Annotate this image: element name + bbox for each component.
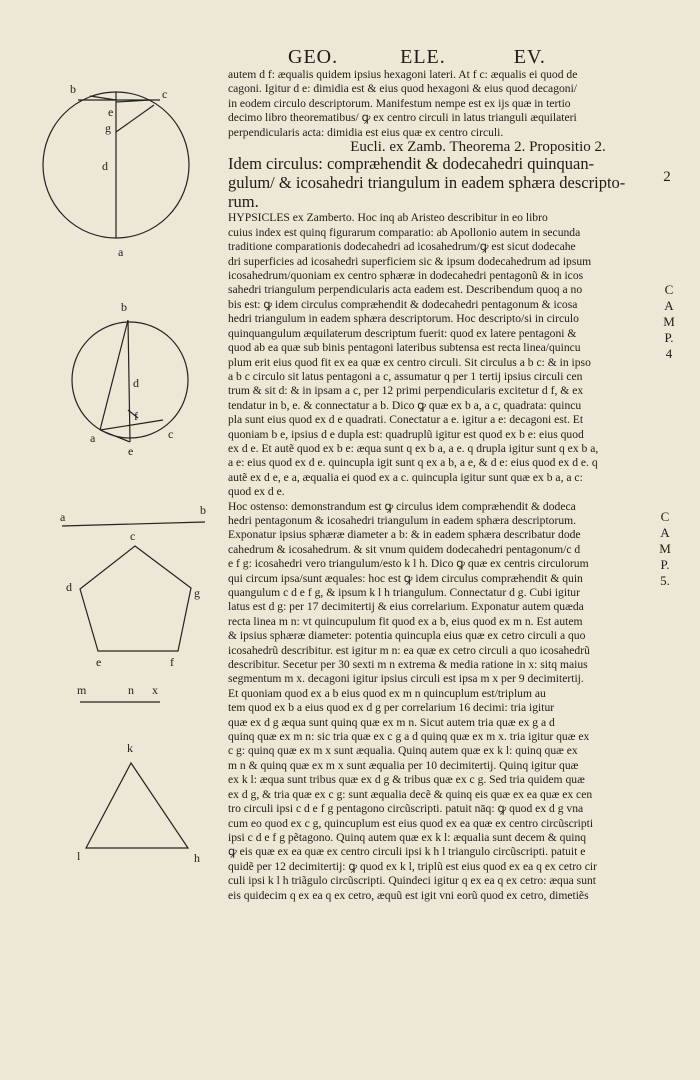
fig1-label: c bbox=[162, 87, 168, 101]
text-line: ꝙ eis quæ ex ea quæ ex centro circuli ipsi k h l triangulo circũscripti. patuit e bbox=[228, 845, 586, 859]
text-line: quidẽ per 12 decimitertij: ꝙ quod ex k l, triplũ est eius quod ex ea q ex cetro cir bbox=[228, 859, 597, 873]
fig2-label: b bbox=[121, 300, 127, 314]
text-line: hedri pentagonum & icosahedri triangulum in eadem sphæra descriptorum. bbox=[228, 513, 577, 527]
figure-3-line-ab bbox=[62, 522, 205, 526]
text-line: quod ex d e. bbox=[228, 485, 285, 499]
margin-letter: A bbox=[660, 525, 670, 540]
fig3-label: m bbox=[77, 683, 87, 697]
margin-letter: A bbox=[664, 298, 674, 313]
text-line: tro circuli ipsi c d e f g pentagono circũscripti. patuit nāq: ꝙ quod ex d g vna bbox=[228, 802, 584, 816]
proposition-line: gulum/ & icosahedri triangulum in eadem sphæra descripto- bbox=[228, 173, 626, 193]
text-line: hedri triangulum in eadem sphæra descriptorum. Hoc descripto/si in circulo bbox=[228, 312, 579, 326]
fig2-label: d bbox=[133, 376, 139, 390]
fig2-label: c bbox=[168, 427, 174, 441]
text-line: bis est: ꝙ idem circulus compræhendit & dodecahedri pentagonum & icosa bbox=[228, 297, 578, 311]
text-line: cuius index est quinq figurarum comparatio: ab Apollonio autem in secunda bbox=[228, 225, 581, 239]
text-line: segmentum m x. decagoni igitur ipsius circuli est ipsa m x per 9 decimitertij. bbox=[228, 672, 584, 686]
margin-letter: C bbox=[664, 282, 674, 297]
text-line: cahedrum & icosahedrum. & sit vnum quidem dodecahedri pentagonum/c d bbox=[228, 542, 581, 556]
running-header bbox=[288, 46, 546, 69]
text-line: tendatur in b, e. & connectatur a b. Dico ꝙ quæ ex b a, a c, quadrata: quincu bbox=[228, 398, 582, 412]
fig1-label: a bbox=[118, 245, 124, 259]
text-line: autẽ ex d e, e a, æqualia ei quod ex a c. quincupla igitur sunt quæ ex b a, a c: bbox=[228, 470, 583, 484]
text-line: sahedri triangulum perpendicularis acta eadem est. Describendum quoq a no bbox=[228, 283, 583, 297]
text-line: & ipsius sphæræ diameter: potentia quincupla eius quæ ex cetro circuli a quo bbox=[228, 629, 586, 643]
text-line: cagoni. Igitur d e: dimidia est & eius quod hexagoni & eius quod decagoni/ bbox=[228, 82, 578, 96]
margin-letter: P. bbox=[660, 557, 670, 572]
text-line: Et quoniam quod ex a b eius quod ex m n quincuplum est/triplum au bbox=[228, 686, 546, 700]
figure-4-triangle bbox=[86, 763, 188, 848]
text-column bbox=[228, 68, 658, 903]
text-line: m n & quinq quæ ex m x sunt æqualia per 10 decimitertij. Quinq igitur quæ bbox=[228, 758, 579, 772]
fig3-label: n bbox=[128, 683, 134, 697]
fig4-label: l bbox=[77, 849, 81, 863]
fig3-label: b bbox=[200, 503, 206, 517]
fig3-label: x bbox=[152, 683, 158, 697]
text-line: traditione comparationis dodecahedri ad icosahedrum/ꝙ est sicut dodecahe bbox=[228, 240, 576, 254]
intro-paragraph bbox=[228, 68, 658, 140]
fig2-label: e bbox=[128, 444, 134, 458]
text-line: latus est d g: per 17 decimitertij & eius correlarium. Exponatur autem quæda bbox=[228, 600, 584, 614]
text-line: culi ipsi k l h triãgulo circũscripti. Quindeci igitur q ex ea q ex cetro: æqua sunt bbox=[228, 874, 597, 888]
text-line: ex d e. Et autẽ quod ex b e: æqua sunt q ex b a, a e. q drupla igitur sunt q ex b a, bbox=[228, 441, 599, 455]
text-line: ipsi c d e f g pẽtagono. Quinq autem quæ ex k l: æqualia sunt decem & quinq bbox=[228, 830, 587, 844]
text-line: qui circum ipsa/sunt æquales: hoc est ꝙ idem circulus compræhendit & quin bbox=[228, 571, 583, 585]
text-line: decimo libro theorematibus/ ꝙ ex centro circuli in latus trianguli æquilateri bbox=[228, 111, 577, 125]
text-line: Hoc ostenso: demonstrandum est ꝙ circulus idem compræhendit & dodeca bbox=[228, 499, 576, 513]
margin-letter: M bbox=[659, 541, 671, 556]
figure-3-pentagon bbox=[80, 546, 191, 651]
text-line: icosahedrũ describitur. est igitur m n: ea quæ ex cetro circuli a quo icosahedrũ bbox=[228, 643, 590, 657]
text-line: quangulum c d e f g, & ipsum k l h triangulum. Connectatur d g. Cubi igitur bbox=[228, 586, 580, 599]
proposition-statement bbox=[228, 154, 658, 211]
text-line: quod ab ea quæ sub binis pentagoni lateribus subtensa est recta linea/quincu bbox=[228, 341, 581, 355]
fig4-label: k bbox=[127, 741, 133, 755]
text-line: icosahedrum/quoniam ex centro sphæræ in dodecahedri pentagonũ & in icos bbox=[228, 269, 584, 283]
fig1-label: d bbox=[102, 159, 108, 173]
text-line: a e: eius quod ex d e. quincupla igit sunt q ex a b, a e, & d e: eius quod ex d e. q bbox=[228, 456, 598, 470]
fig1-label: g bbox=[105, 121, 111, 135]
fig2-label: a bbox=[90, 431, 96, 445]
margin-letter: M bbox=[663, 314, 675, 329]
text-line: pla sunt eius quod ex d e quadrati. Conectatur a e. igitur a e: decagoni est. Et bbox=[228, 413, 584, 427]
fig3-label: c bbox=[130, 529, 136, 543]
text-line: a b c circulo sit latus pentagoni a c, assumatur q per 1 tertij ipsius circuli cen bbox=[228, 369, 583, 383]
margin-letter: 4 bbox=[665, 346, 673, 361]
fig1-label: e bbox=[108, 105, 114, 119]
text-line: dri superficies ad icosahedri superficiem sic & ipsum dodecahedrum ad ipsum bbox=[228, 254, 592, 268]
text-line: autem d f: æqualis quidem ipsius hexagoni lateri. At f c: æqualis ei quod de bbox=[228, 68, 578, 81]
text-line: quæ ex d g æqua sunt quinq quæ ex m n. Sicut autem tria quæ ex g a d bbox=[228, 715, 555, 729]
figure-2-circle bbox=[72, 320, 188, 442]
text-line: plum erit eius quod fit ex ea quæ ex centro circuli. Sit circulus a b c: & in ipso bbox=[228, 355, 591, 369]
text-line: eis quidecim q ex ea q ex cetro, æquũ est igit vni eorũ quod ex cetro, dimetiẽs bbox=[228, 888, 589, 902]
text-line: quoniam b e, ipsius d e dupla est: quadruplũ igitur est quod ex b e: eius quod bbox=[228, 427, 584, 441]
text-line: describitur. Secetur per 30 sexti m n extrema & media ratione in x: sitq maius bbox=[228, 658, 588, 672]
text-line: e f g: icosahedri vero triangulum/esto k l h. Dico ꝙ quæ ex centris circulorum bbox=[228, 557, 589, 571]
figure-1-circle bbox=[43, 92, 189, 238]
fig4-label: h bbox=[194, 851, 200, 865]
demonstration-paragraph bbox=[228, 500, 658, 903]
fig3-label: g bbox=[194, 586, 200, 600]
proposition-line: Idem circulus: compræhendit & dodecahedri quinquan- bbox=[228, 154, 595, 174]
text-line: c g: quinq quæ ex m x sunt æqualia. Quinq autem quæ ex k l: quinq quæ ex bbox=[228, 744, 578, 758]
margin-letter: C bbox=[660, 509, 670, 524]
text-line: cum eo quod ex c g, quincuplum est eius quod ex ea quæ ex centro circũscripti bbox=[228, 816, 594, 830]
text-line: HYPSICLES ex Zamberto. Hoc inq ab Aristeo describitur in eo libro bbox=[228, 211, 548, 225]
text-line: quinq quæ ex m n: sic tria quæ ex c g a d quinq quæ ex m x. tria igitur quæ ex bbox=[228, 730, 590, 744]
fig3-label: f bbox=[170, 655, 174, 669]
fig2-label: f bbox=[134, 409, 138, 423]
geometric-figures bbox=[0, 0, 220, 1080]
theorem-title: Eucli. ex Zamb. Theorema 2. Propositio 2. bbox=[350, 139, 606, 156]
text-line: Exponatur ipsius sphæræ diameter a b: & in eadem sphæra describatur dode bbox=[228, 528, 581, 542]
text-line: recta linea m n: vt quincupulum fit quod ex a b, eius quod ex m n. Est autem bbox=[228, 614, 583, 628]
margin-letter: P. bbox=[664, 330, 674, 345]
fig3-label: d bbox=[66, 580, 72, 594]
margin-letter: 5. bbox=[660, 573, 670, 588]
text-line: ex k l: æqua sunt tribus quæ ex d g & tribus quæ ex c g. Sed tria quidem quæ bbox=[228, 773, 585, 787]
hypsicles-paragraph bbox=[228, 211, 658, 499]
text-line: ex d g, & tria quæ ex c g: sunt æqualia decẽ & quinq eis quæ ex ea quæ ex cen bbox=[228, 787, 593, 801]
text-line: tem quod ex b a eius quod ex d g per correlarium 16 decimi: tria igitur bbox=[228, 701, 555, 715]
header-right: EV. bbox=[513, 46, 546, 68]
text-line: in eodem circulo descriptorum. Manifestum nempe est ex ijs quæ in tertio bbox=[228, 96, 571, 110]
fig3-label: e bbox=[96, 655, 102, 669]
proposition-number: 2 bbox=[663, 169, 671, 185]
text-line: perpendicularis acta: dimidia est eius quæ ex centro circuli. bbox=[228, 125, 504, 139]
header-center: ELE. bbox=[400, 46, 446, 68]
text-line: trum & sit d: & in ipsam a c, per 12 primi perpendicularis excitetur d f, & ex bbox=[228, 384, 584, 398]
proposition-line: rum. bbox=[228, 192, 259, 212]
text-line: quinquangulum æquilaterum descriptum fuerit: quod ex latere pentagoni & bbox=[228, 326, 577, 340]
fig3-label: a bbox=[60, 510, 66, 524]
header-left: GEO. bbox=[288, 46, 339, 68]
fig1-label: b bbox=[70, 82, 76, 96]
